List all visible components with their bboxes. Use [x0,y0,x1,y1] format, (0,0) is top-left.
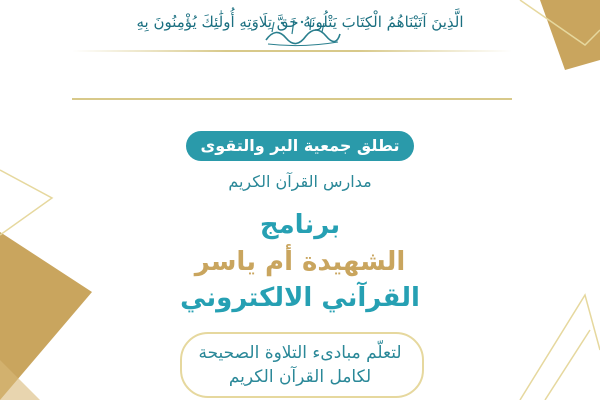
purpose-line-1: لتعلّم مبادىء التلاوة الصحيحة [198,343,402,363]
program-name: الشهيدة أم ياسر [194,247,406,277]
launch-banner: تطلق جمعية البر والتقوى [186,131,414,161]
program-label: برنامج [259,210,341,240]
quran-verse: الَّذِينَ آتَيْنَاهُمُ الْكِتَابَ يَتْلُونَهُ حَقَّ تِلَاوَتِهِ أُولَٰئِكَ يُؤْمِنُونَ بِهِ [136,13,464,31]
purpose-line-2: لكامل القرآن الكريم [228,367,372,387]
verse-top-line [72,50,512,52]
outline-triangle-bottom-right-2 [545,330,590,400]
program-type: القرآني الالكتروني [180,283,420,313]
schools-subtitle: مدارس القرآن الكريم [228,172,372,191]
purpose-box [180,332,424,398]
verse-frame [72,50,512,100]
